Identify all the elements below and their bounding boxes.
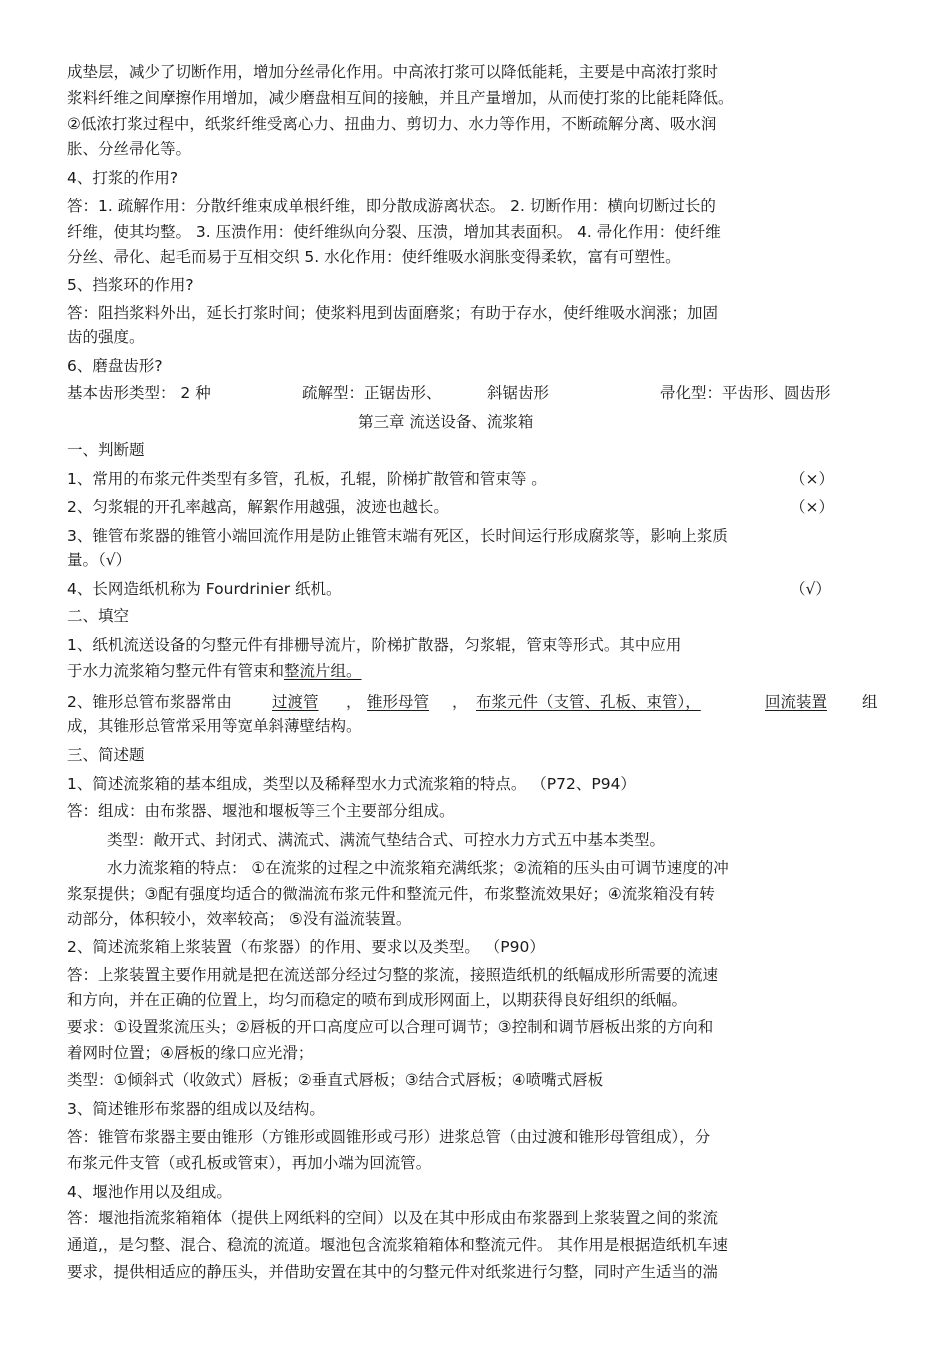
text-line: 答：锥管布浆器主要由锥形（方锥形或圆锥形或弓形）进浆总管（由过渡和锥形母管组成），分: [67, 1128, 711, 1146]
answer-mark: （√）: [790, 580, 831, 598]
fill-in-answer: 布浆元件（支管、孔板、束管），: [476, 693, 701, 711]
text-line: 纤维，使其均整。 3. 压溃作用：使纤维纵向分裂、压溃，增加其表面积。 4. 帚化作用：使纤维: [67, 223, 721, 241]
fill-in-answer: 回流装置: [765, 693, 828, 711]
question-heading: 5、挡浆环的作用?: [67, 276, 194, 294]
text-line: 答：1. 疏解作用：分散纤维束成单根纤维，即分散成游离状态。 2. 切断作用：横向切断过长的: [67, 197, 716, 215]
text-line: 答：堰池指流浆箱箱体（提供上网纸料的空间）以及在其中形成由布浆器到上浆装置之间的浆流: [67, 1209, 719, 1227]
text-line: 浆泵提供；③配有强度均适合的微湍流布浆元件和整流元件，布浆整流效果好；④流浆箱没有转: [67, 885, 715, 903]
text-line: 动部分，体积较小，效率较高； ⑤没有溢流装置。: [67, 910, 412, 928]
comma: ，: [452, 693, 468, 711]
text-line: [67, 661, 362, 681]
question-heading: 6、磨盘齿形?: [67, 357, 163, 375]
text-segment: 于水力流浆箱匀整元件有管束和: [67, 662, 285, 680]
text-line: 答：组成：由布浆器、堰池和堰板等三个主要部分组成。: [67, 802, 455, 820]
question-heading: 4、打浆的作用?: [67, 169, 179, 187]
text-line: 浆料纤维之间摩擦作用增加，减少磨盘相互间的接触，并且产量增加，从而使打浆的比能耗降低。: [67, 89, 734, 107]
text-line: ②低浓打浆过程中，纸浆纤维受离心力、扭曲力、剪切力、水力等作用，不断疏解分离、吸水润: [67, 115, 717, 133]
chapter-title: 第三章 流送设备、流浆箱: [358, 413, 534, 431]
section-heading: 三、简述题: [67, 746, 145, 764]
text-line: 成，其锥形总管常采用等宽单斜薄壁结构。: [67, 717, 362, 735]
text-segment: 组: [862, 693, 878, 711]
text-segment: 2、锥形总管布浆器常由: [67, 693, 232, 711]
text-line: 答：上浆装置主要作用就是把在流送部分经过匀整的浆流，接照造纸机的纸幅成形所需要的流速: [67, 966, 719, 984]
text-line: 胀、分丝帚化等。: [67, 140, 192, 158]
text-line: 成垫层，减少了切断作用，增加分丝帚化作用。中高浓打浆可以降低能耗，主要是中高浓打浆时: [67, 63, 719, 81]
text-line: 答：阻挡浆料外出，延长打浆时间；使浆料甩到齿面磨浆；有助于存水，使纤维吸水润涨；加固: [67, 304, 719, 322]
text-segment: 帚化型：平齿形、圆齿形: [660, 384, 831, 402]
fill-in-answer: 过渡管: [272, 693, 319, 711]
text-segment: 基本齿形类型： 2 种: [67, 384, 211, 402]
text-segment: 疏解型：正锯齿形、: [302, 384, 442, 402]
text-line: 和方向，并在正确的位置上，均匀而稳定的喷布到成形网面上，以期获得良好组织的纸幅。: [67, 991, 688, 1009]
text-line: 4、长网造纸机称为 Fourdrinier 纸机。: [67, 580, 342, 598]
text-line: 布浆元件支管（或孔板或管束），再加小端为回流管。: [67, 1154, 432, 1172]
answer-mark: （×）: [790, 498, 834, 516]
question-heading: 3、简述锥形布浆器的组成以及结构。: [67, 1100, 325, 1118]
answer-mark: （×）: [790, 470, 834, 488]
text-line: 1、纸机流送设备的匀整元件有排栅导流片，阶梯扩散器，匀浆辊，管束等形式。其中应用: [67, 636, 682, 654]
text-line: 2、匀浆辊的开孔率越高，解絮作用越强，波迹也越长。: [67, 498, 449, 516]
comma: ，: [346, 693, 362, 711]
fill-in-answer: 整流片组。: [284, 662, 362, 680]
text-segment: 斜锯齿形: [487, 384, 550, 402]
text-line: 齿的强度。: [67, 328, 145, 346]
section-heading: 一、判断题: [67, 441, 145, 459]
text-line: 类型：敞开式、封闭式、满流式、满流气垫结合式、可控水力方式五中基本类型。: [107, 831, 666, 849]
text-line: 分丝、帚化、起毛而易于互相交织 5. 水化作用：使纤维吸水润胀变得柔软，富有可塑性。: [67, 248, 681, 266]
text-line: 量。（√）: [67, 551, 132, 569]
section-heading: 二、填空: [67, 607, 130, 625]
text-line: 通道,，是匀整、混合、稳流的流道。堰池包含流浆箱箱体和整流元件。 其作用是根据造纸机车速: [67, 1236, 728, 1254]
question-heading: 1、简述流浆箱的基本组成，类型以及稀释型水力式流浆箱的特点。 （P72、P94）: [67, 775, 636, 793]
text-line: 着网时位置；④唇板的缘口应光滑；: [67, 1044, 314, 1062]
text-line: 1、常用的布浆元件类型有多管，孔板，孔辊，阶梯扩散管和管束等 。: [67, 470, 547, 488]
question-heading: 2、简述流浆箱上浆装置（布浆器）的作用、要求以及类型。 （P90）: [67, 938, 545, 956]
text-line: 水力流浆箱的特点： ①在流浆的过程之中流浆箱充满纸浆；②流箱的压头由可调节速度的冲: [107, 859, 729, 877]
text-line: 3、锥管布浆器的锥管小端回流作用是防止锥管末端有死区，长时间运行形成腐浆等，影响上浆质: [67, 527, 728, 545]
fill-in-answer: 锥形母管: [367, 693, 430, 711]
question-heading: 4、堰池作用以及组成。: [67, 1183, 232, 1201]
text-line: 类型：①倾斜式（收敛式）唇板；②垂直式唇板；③结合式唇板；④喷嘴式唇板: [67, 1071, 604, 1089]
text-line: 要求，提供相适应的静压头，并借助安置在其中的匀整元件对纸浆进行匀整，同时产生适当的湍: [67, 1263, 719, 1281]
text-line: 要求：①设置浆流压头；②唇板的开口高度应可以合理可调节；③控制和调节唇板出浆的方向和: [67, 1018, 714, 1036]
